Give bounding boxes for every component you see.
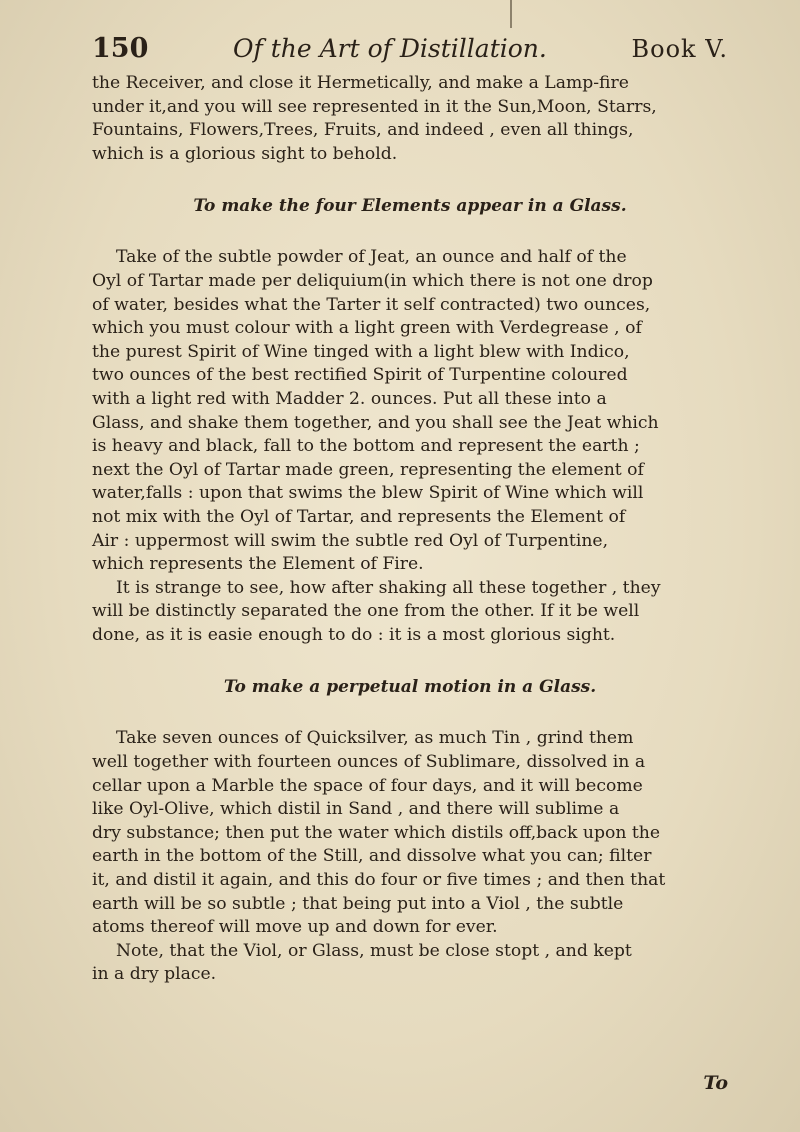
section2-paragraph-2 [92,940,728,987]
text-line: the purest Spirit of Wine tinged with a light blew with Indico, [92,341,630,362]
text-line: dry substance; then put the water which distils off,back upon the [92,822,661,843]
text-line: in a dry place. [92,964,217,985]
text-line: atoms thereof will move up and down for ever. [92,917,498,938]
intro-paragraph [92,72,728,166]
text-line: Fountains, Flowers,Trees, Fruits, and indeed , even all things, [92,120,634,141]
text-line: next the Oyl of Tartar made green, representing the element of [92,459,644,480]
text-line: which is a glorious sight to behold. [92,143,398,164]
running-head [92,34,728,64]
section1-paragraph-2 [92,577,728,648]
text-line: Take seven ounces of Quicksilver, as much Tin , grind them [116,728,634,749]
text-line: under it,and you will see represented in it the Sun,Moon, Starrs, [92,96,657,117]
text-line: not mix with the Oyl of Tartar, and represents the Element of [92,506,626,527]
text-line: done, as it is easie enough to do : it is a most glorious sight. [92,624,616,645]
book-reference: Book V. [631,35,728,63]
text-line: like Oyl-Olive, which distil in Sand , and there will sublime a [92,799,620,820]
section2-paragraph-1 [92,727,728,939]
text-line: it, and distil it again, and this do four or five times ; and then that [92,870,666,891]
section1-paragraph-1 [92,246,728,576]
text-line: which you must colour with a light green with Verdegrease , of [92,318,642,339]
page-number: 150 [92,33,149,64]
running-title: Of the Art of Distillation. [233,34,547,63]
text-line: Take of the subtle powder of Jeat, an ounce and half of the [116,247,627,268]
text-line: will be distinctly separated the one from the other. If it be well [92,601,640,622]
text-line: Air : uppermost will swim the subtle red Oyl of Turpentine, [92,530,609,551]
section-heading: To make a perpetual motion in a Glass. [223,677,597,698]
text-line: water,falls : upon that swims the blew Spirit of Wine which will [92,483,644,504]
text-line: Oyl of Tartar made per deliquium(in which there is not one drop [92,270,653,291]
text-line: earth will be so subtle ; that being put into a Viol , the subtle [92,893,624,914]
section-heading: To make the four Elements appear in a Glass. [193,196,627,217]
catchword: To [703,1072,728,1094]
text-line: of water, besides what the Tarter it self contracted) two ounces, [92,294,651,315]
fold-mark [510,0,512,28]
text-line: is heavy and black, fall to the bottom and represent the earth ; [92,436,640,457]
text-line: It is strange to see, how after shaking all these together , they [116,577,661,598]
text-line: two ounces of the best rectified Spirit of Turpentine coloured [92,365,628,386]
text-line: earth in the bottom of the Still, and dissolve what you can; filter [92,846,652,867]
text-line: which represents the Element of Fire. [92,554,424,575]
text-line: Glass, and shake them together, and you shall see the Jeat which [92,412,659,433]
text-line: well together with fourteen ounces of Sublimare, dissolved in a [92,752,646,773]
text-line: with a light red with Madder 2. ounces. Put all these into a [92,388,607,409]
text-line: the Receiver, and close it Hermetically, and make a Lamp-fire [92,73,629,93]
text-line: Note, that the Viol, or Glass, must be close stopt , and kept [116,940,632,961]
text-line: cellar upon a Marble the space of four days, and it will become [92,775,643,796]
